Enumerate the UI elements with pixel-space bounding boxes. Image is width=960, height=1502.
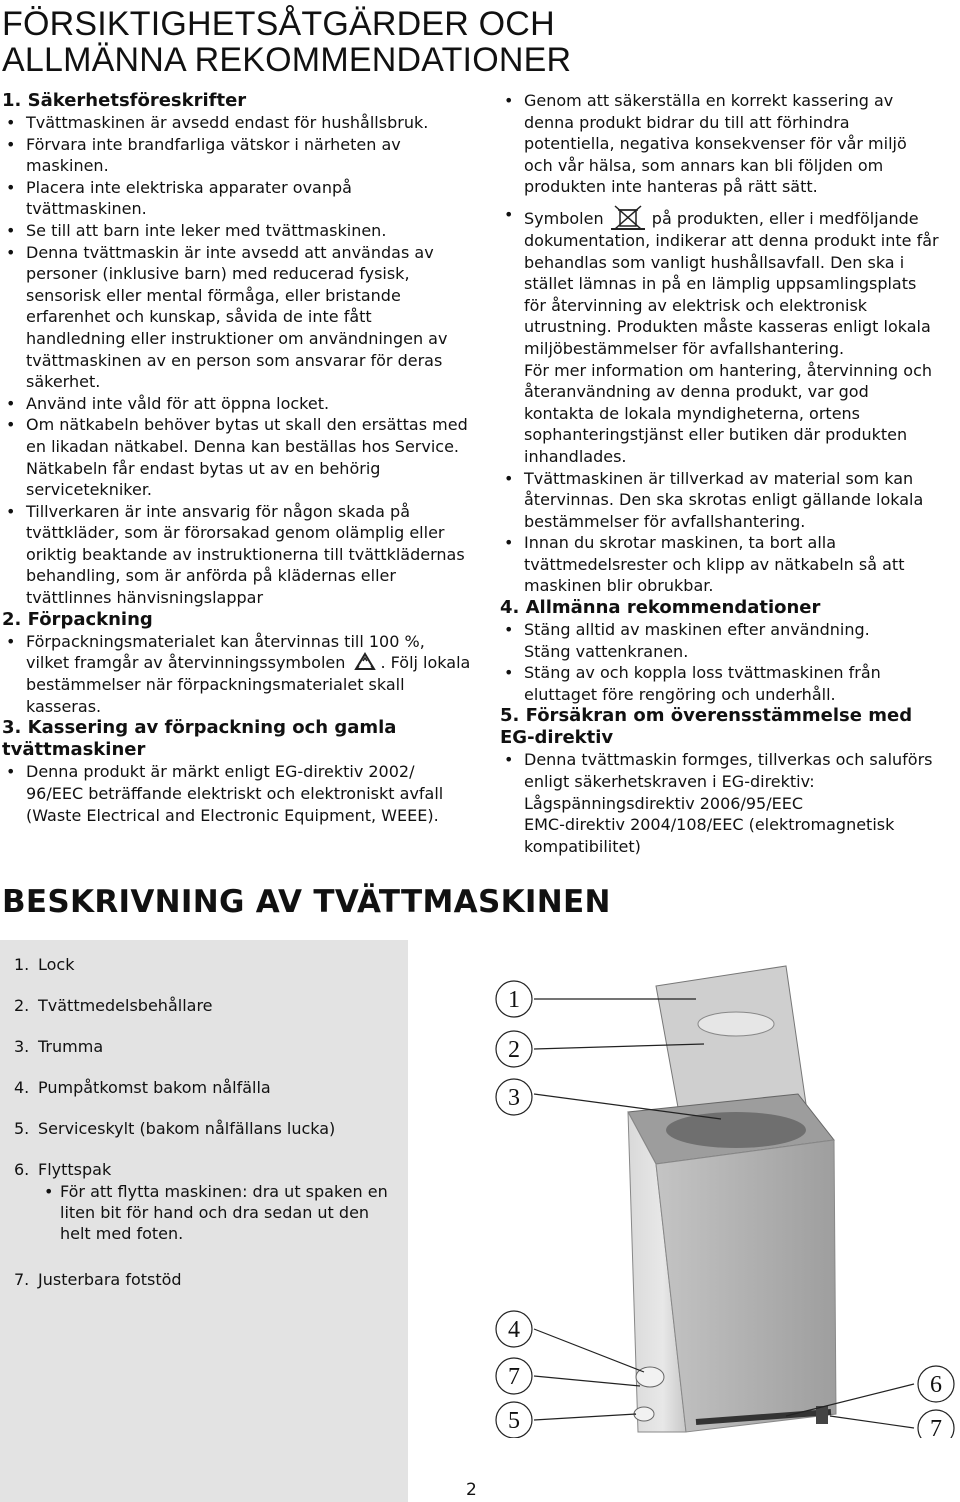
page-title: FÖRSIKTIGHETSÅTGÄRDER OCH ALLMÄNNA REKOMMENDATIONER: [2, 5, 572, 79]
section-3-list: [2, 761, 472, 826]
section-4-heading: 4. Allmänna rekommendationer: [500, 597, 821, 619]
part-item: 2. Tvättmedelsbehållare: [14, 996, 213, 1015]
callout-2: 2: [508, 1037, 520, 1063]
part-item: 4. Pumpåtkomst bakom nålfälla: [14, 1078, 271, 1097]
part-item: 7. Justerbara fotstöd: [14, 1270, 182, 1289]
section-5-list: [500, 749, 940, 857]
list-item: • Stäng alltid av maskinen efter användning. Stäng vattenkranen.: [500, 619, 940, 662]
list-item: • Tvättmaskinen är tillverkad av material som kan återvinnas. Den ska skrotas enligt gällande lokala bestämmelser för avfallshantering.: [500, 468, 940, 533]
list-item: • Placera inte elektriska apparater ovanpå tvättmaskinen.: [2, 177, 472, 220]
part-item: 1. Lock: [14, 955, 75, 974]
list-item: • Innan du skrotar maskinen, ta bort alla tvättmedelsrester och klipp av nätkabeln så att maskinen blir obrukbar.: [500, 532, 940, 597]
section-3-list-cont: [500, 90, 940, 597]
list-item: • Tvättmaskinen är avsedd endast för hushållsbruk.: [2, 112, 472, 134]
part-item: 3. Trumma: [14, 1037, 104, 1056]
part-item: 6. Flyttspak • För att flytta maskinen: dra ut spaken en liten bit för hand och dra sedan ut den helt med foten.: [12, 1159, 392, 1244]
section-2-list: [2, 631, 472, 718]
washing-machine-illustration: [486, 944, 958, 1438]
drum: [666, 1112, 806, 1148]
section-5-heading: 5. Försäkran om överensstämmelse med EG-direktiv: [500, 705, 913, 749]
service-plate: [634, 1407, 654, 1421]
left-column: [2, 90, 472, 826]
list-item: • Använd inte våld för att öppna locket.: [2, 393, 472, 415]
callout-1: 1: [508, 987, 520, 1013]
part-item: 5. Serviceskylt (bakom nålfällans lucka): [14, 1119, 336, 1138]
callout-5: 5: [508, 1408, 520, 1434]
machine-side: [656, 1140, 836, 1432]
flyttspak-note: [38, 1181, 392, 1244]
section-3-heading: 3. Kassering av förpackning och gamla tvättmaskiner: [2, 717, 397, 761]
right-column: [500, 90, 940, 857]
list-item: • Förvara inte brandfarliga vätskor i närheten av maskinen.: [2, 134, 472, 177]
list-item: • Tillverkaren är inte ansvarig för någon skada på tvättkläder, som är förorsakad genom olämplig eller oriktig beaktande av instruktionerna till tvättklädernas behandling, som är anförda på klädernas eller tvättlinnes hänvisningslappar: [2, 501, 472, 609]
description-heading: BESKRIVNING AV TVÄTTMASKINEN: [2, 884, 611, 920]
list-item: • Denna tvättmaskin formges, tillverkas och saluförs enligt säkerhetskraven i EG-direktiv: Lågspänningsdirektiv 2006/95/EEC EMC-direktiv 2004/108/EEC (elektromagnetisk kompatibilitet): [500, 749, 940, 857]
section-1-heading: 1. Säkerhetsföreskrifter: [2, 90, 247, 111]
detergent-dispenser: [698, 1012, 774, 1036]
list-item: • Denna tvättmaskin är inte avsedd att användas av personer (inklusive barn) med reducerad fysisk, sensorisk eller mental förmåga, eller bristande erfarenhet och kunskap, såvida de inte fått handledning eller instruktioner om användningen av tvättmaskinen av en person som ansvarar för deras säkerhet.: [2, 242, 472, 393]
list-item: • Genom att säkerställa en korrekt kassering av denna produkt bidrar du till att förhindra potentiella, negativa konsekvenser för vår miljö och vår hälsa, som annars kan bli följden om produkten inte hanteras på rätt sätt.: [500, 90, 940, 198]
parts-list: [12, 954, 392, 1310]
list-item: • Om nätkabeln behöver bytas ut skall den ersättas med en likadan nätkabel. Denna kan beställas hos Service. Nätkabeln får endast bytas ut av en behörig servicetekniker.: [2, 414, 472, 500]
section-4-list: [500, 619, 940, 705]
page-number: 2: [466, 1480, 477, 1500]
list-item: • Förpackningsmaterialet kan återvinnas till 100 %, vilket framgår av återvinningssymbolen . Följ lokala bestämmelser när förpackningsmaterialet skall kasseras.: [2, 631, 472, 718]
callout-6: 6: [930, 1372, 942, 1398]
callout-7: 7: [508, 1364, 520, 1390]
list-item: • Stäng av och koppla loss tvättmaskinen från eluttaget före rengöring och underhåll.: [500, 662, 940, 705]
list-item: • Denna produkt är märkt enligt EG-direktiv 2002/ 96/EEC beträffande elektriskt och elektroniskt avfall (Waste Electrical and Electronic Equipment, WEEE).: [2, 761, 472, 826]
callout-4: 4: [508, 1317, 520, 1343]
crossed-bin-icon: [609, 204, 647, 230]
recycle-icon: [350, 652, 380, 674]
list-item: • För att flytta maskinen: dra ut spaken en liten bit för hand och dra sedan ut den helt med foten.: [38, 1181, 392, 1244]
callout-7b: 7: [930, 1416, 942, 1438]
list-item: • Symbolen på produkten, eller i medföljande dokumentation, indikerar att denna produkt inte får behandlas som vanligt hushållsavfall. Den ska i stället lämnas in på en lämplig uppsamlingsplats för återvinning av elektrisk och elektronisk utrustning. Produkten måste kasseras enligt lokala miljöbestämmelser för avfallshantering. För mer information om hantering, återvinning och återanvändning av denna produkt, var god kontakta de lokala myndigheterna, ortens sophanteringstjänst eller butiken där produkten inhandlades.: [500, 204, 940, 468]
adjustable-foot: [816, 1406, 828, 1424]
paragraph: För mer information om hantering, återvinning och återanvändning av denna produkt, var god kontakta de lokala myndigheterna, ortens sophanteringstjänst eller butiken där produkten inhandlades.: [524, 360, 933, 466]
section-1-list: [2, 112, 472, 609]
section-2-heading: 2. Förpackning: [2, 608, 153, 630]
list-item: • Se till att barn inte leker med tvättmaskinen.: [2, 220, 472, 242]
callout-3: 3: [508, 1085, 520, 1111]
